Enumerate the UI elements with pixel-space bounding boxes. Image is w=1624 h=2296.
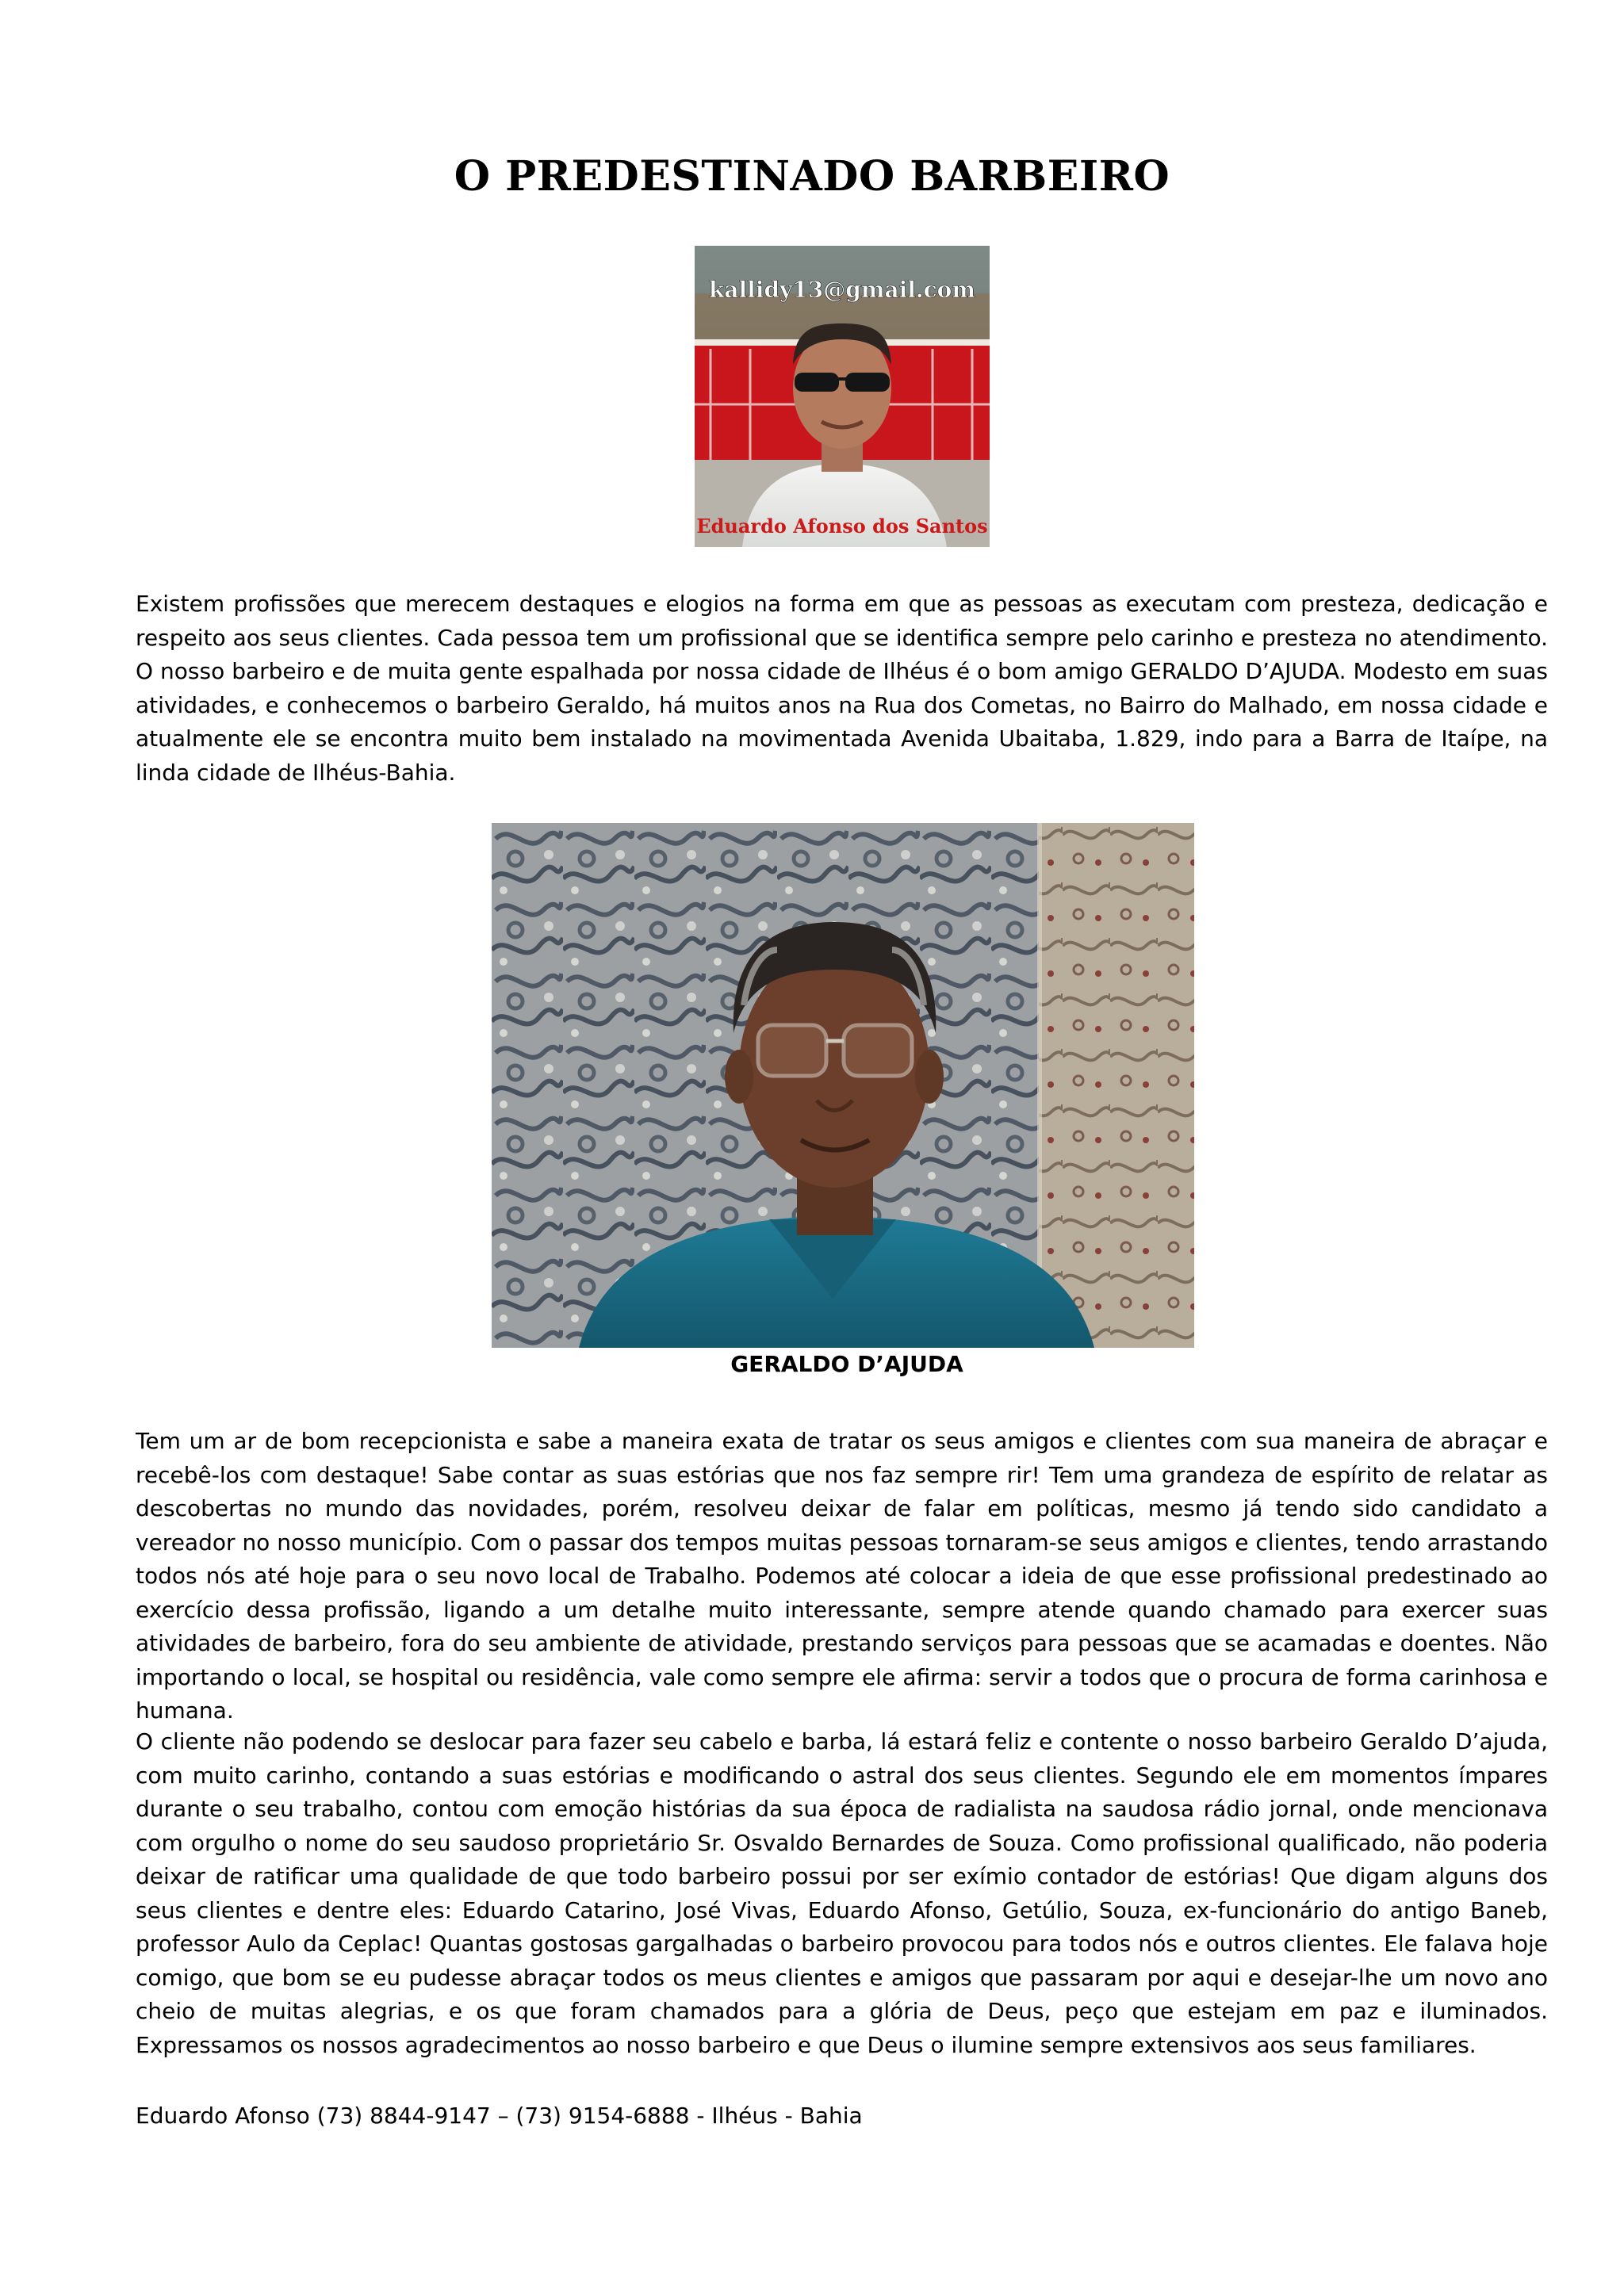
document-title: O PREDESTINADO BARBEIRO [454,152,1170,201]
paragraph-character: Tem um ar de bom recepcionista e sabe a maneira exata de tratar os seus amigos e clientes com sua maneira de abraçar e recebê-los com destaque! Sabe contar as suas estórias que nos faz sempre rir! Tem uma grandeza de espírito de relatar as descobertas no mundo das novidades, porém, resolveu deixar de falar em políticas, mesmo já tendo sido candidato a vereador no nosso município. Com o passar dos tempos muitas pessoas tornaram-se seus amigos e clientes, tendo arrastando todos nós até hoje para o seu novo local de Trabalho. Podemos até colocar a ideia de que esse profissional predestinado ao exercício dessa profissão, ligando a um detalhe muito interessante, sempre atende quando chamado para exercer suas atividades de barbeiro, fora do seu ambiente de atividade, prestando serviços para pessoas que se acamadas e doentes. Não importando o local, se hospital ou residência, vale como sempre ele afirma: servir a todos que o procura de forma carinhosa e humana. [136,1428,1548,1724]
photo-email-overlay: kallidy13@gmail.com [709,277,975,303]
paragraph-intro: Existem profissões que merecem destaques e elogios na forma em que as pessoas as executam com presteza, dedicação e respeito aos seus clientes. Cada pessoa tem um profissional que se identifica sempre pelo carinho e presteza no atendimento. O nosso barbeiro e de muita gente espalhada por nossa cidade de Ilhéus é o bom amigo GERALDO D’AJUDA. Modesto em suas atividades, e conhecemos o barbeiro Geraldo, há muitos anos na Rua dos Cometas, no Bairro do Malhado, em nossa cidade e atualmente ele se encontra muito bem instalado na movimentada Avenida Ubaitaba, 1.829, indo para a Barra de Itaípe, na linda cidade de Ilhéus-Bahia. [136,591,1548,786]
author-signature: Eduardo Afonso (73) 8844-9147 – (73) 9154-6888 - Ilhéus - Bahia [136,2103,863,2129]
geraldo-portrait-photo [492,823,1194,1348]
photo-caption: GERALDO D’AJUDA [730,1351,963,1377]
author-photo [695,246,990,547]
paragraph-clients: O cliente não podendo se deslocar para fazer seu cabelo e barba, lá estará feliz e contente o nosso barbeiro Geraldo D’ajuda, com muito carinho, contando a suas estórias e modificando o astral dos seus clientes. Segundo ele em momentos ímpares durante o seu trabalho, contou com emoção histórias da sua época de radialista na saudosa rádio jornal, onde mencionava com orgulho o nome do seu saudoso proprietário Sr. Osvaldo Bernardes de Souza. Como profissional qualificado, não poderia deixar de ratificar uma qualidade de que todo barbeiro possui por ser exímio contador de estórias! Que digam alguns dos seus clientes e dentre eles: Eduardo Catarino, José Vivas, Eduardo Afonso, Getúlio, Souza, ex-funcionário do antigo Baneb, professor Aulo da Ceplac! Quantas gostosas gargalhadas o barbeiro provocou para todos nós e outros clientes. Ele falava hoje comigo, que bom se eu pudesse abraçar todos os meus clientes e amigos que passaram por aqui e desejar-lhe um novo ano cheio de muitas alegrias, e os que foram chamados para a glória de Deus, peço que estejam em paz e iluminados. Expressamos os nossos agradecimentos ao nosso barbeiro e que Deus o ilumine sempre extensivos aos seus familiares. [136,1728,1548,2058]
photo-name-overlay: Eduardo Afonso dos Santos [696,515,988,538]
